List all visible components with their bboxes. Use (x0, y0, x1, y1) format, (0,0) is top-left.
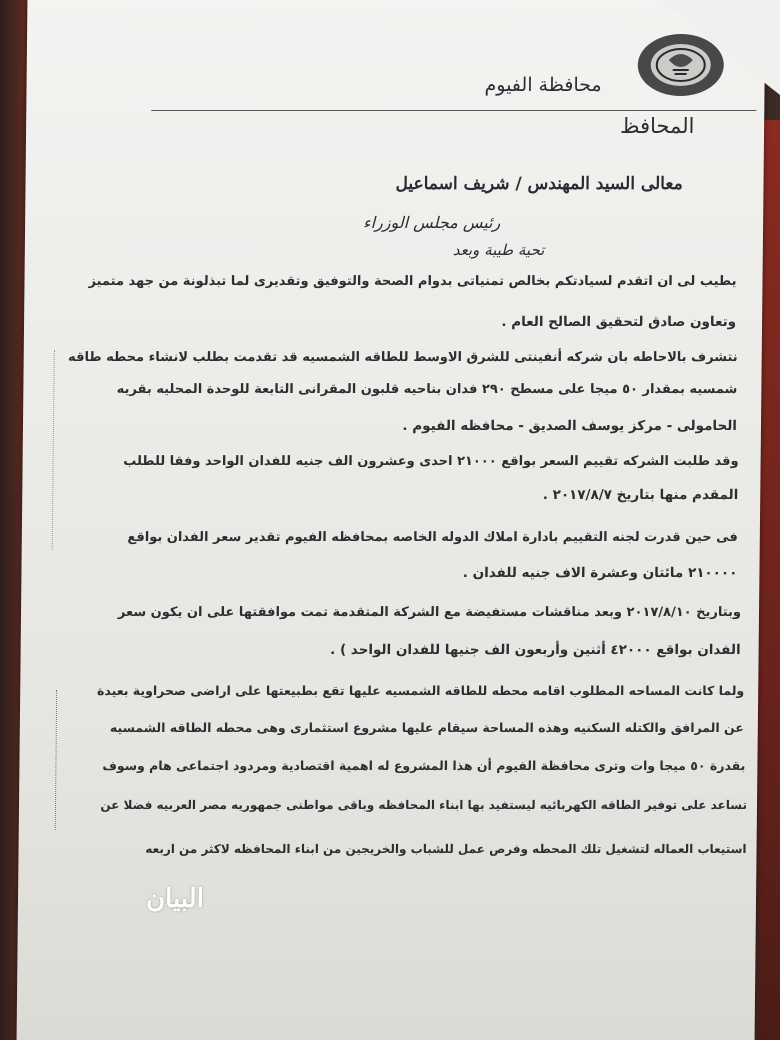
governorate-name: محافظة الفيوم (484, 74, 602, 96)
greeting: تحية طيبة وبعد (452, 241, 545, 259)
body-line: تساعد على توفير الطاقه الكهربائيه ليستفيد بها ابناء المحافظه وباقى مواطنى جمهوريه مصر العربيه فضلا عن (100, 798, 748, 812)
watermark-logo: البيان (145, 884, 205, 914)
body-line: الفدان بواقع ٤٢٠٠٠ أثنين وأربعون الف جنيها للفدان الواحد ) . (330, 642, 741, 658)
letter-paper (17, 0, 766, 1040)
body-line: المقدم منها بتاريخ ٢٠١٧/٨/٧ . (542, 487, 739, 503)
body-line: بقدرة ٥٠ ميجا وات وترى محافظة الفيوم أن هذا المشروع له اهمية اقتصادية ومردود اجتماعى هام وسوف (102, 758, 746, 773)
body-line: شمسيه بمقدار ٥٠ ميجا على مسطح ٢٩٠ فدان بناحيه قلبون المقرانى التابعة للوحدة المحليه بقريه (116, 382, 738, 397)
body-line: فى حين قدرت لجنه التقييم بادارة املاك الدوله الخاصه بمحافظه الفيوم تقدير سعر الفدان بواقع (127, 530, 738, 545)
body-line: عن المرافق والكتله السكنيه وهذه المساحة سيقام عليها مشروع استثمارى وهى محطه الطاقه الشمسيه (109, 720, 744, 735)
header-divider (151, 110, 756, 111)
body-line: وبتاريخ ٢٠١٧/٨/١٠ وبعد مناقشات مستفيضة مع الشركة المتقدمة تمت موافقتها على ان يكون سعر (117, 605, 742, 620)
body-line: وتعاون صادق لتحقيق الصالح العام . (501, 314, 737, 330)
body-line: نتشرف بالاحاطه بان شركه أنفينتى للشرق الاوسط للطاقه الشمسيه قد تقدمت بطلب لانشاء محطه طاقه (68, 350, 738, 365)
body-line: ٢١٠٠٠٠ مائتان وعشرة الاف جنيه للفدان . (462, 565, 738, 581)
body-line: استيعاب العماله لتشغيل تلك المحطه وفرص عمل للشباب والخريجين من ابناء المحافظه لاكثر من اربعه (145, 842, 747, 856)
recipient-title: رئيس مجلس الوزراء (363, 213, 501, 232)
body-line: وقد طلبت الشركه تقييم السعر بواقع ٢١٠٠٠ احدى وعشرون الف جنيه للفدان الواحد وفقا للطلب (123, 454, 739, 469)
body-line: يطيب لى ان اتقدم لسيادتكم بخالص تمنياتى بدوام الصحة والتوفيق وتقديرى لما تبذلونة من جهد متميز (88, 274, 737, 289)
recipient-name: معالى السيد المهندس / شريف اسماعيل (395, 174, 683, 194)
margin-mark (55, 690, 59, 830)
body-line: الحامولى - مركز يوسف الصديق - محافظه الفيوم . (402, 418, 738, 434)
office-title: المحافظ (620, 114, 695, 138)
body-line: ولما كانت المساحه المطلوب اقامه محطه للطاقه الشمسيه عليها تقع بطبيعتها على اراضى صحراوية بعيدة (96, 683, 745, 698)
margin-mark (52, 350, 57, 550)
